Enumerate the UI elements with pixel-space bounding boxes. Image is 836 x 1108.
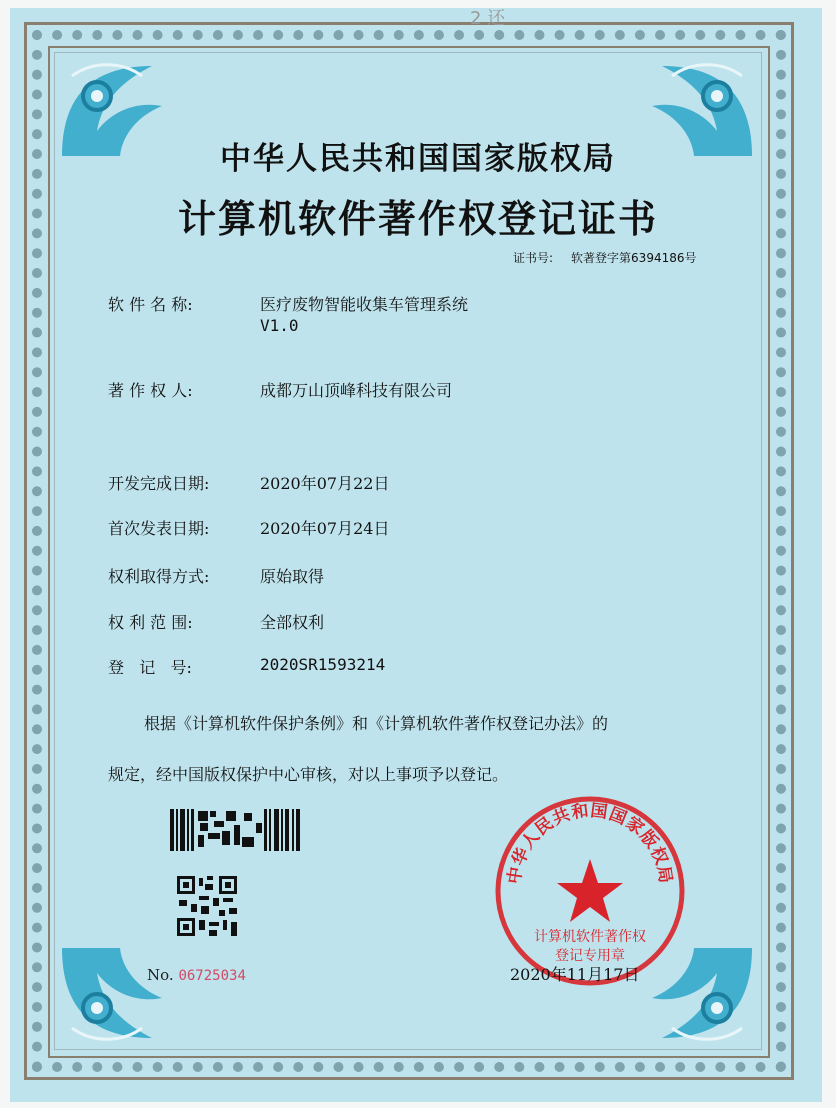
seal-outer-text: 中华人民共和国国家版权局 (504, 800, 676, 886)
handwritten-mark: 2 还 (470, 8, 506, 29)
field-reg-no (108, 655, 386, 678)
certificate-title: 计算机软件著作权登记证书 (177, 196, 658, 241)
dev-date-value: 2020年07月22日 (260, 474, 390, 493)
serial-number (147, 966, 246, 984)
dev-date-label: 开发完成日期: (108, 474, 210, 493)
software-version: V1.0 (260, 316, 299, 335)
issuer-title: 中华人民共和国国家版权局 (220, 141, 616, 177)
software-name-label: 软 件 名 称: (108, 295, 193, 314)
corner-ornament-bottom-left (52, 938, 202, 1048)
official-seal (492, 793, 688, 989)
field-acquire-method (108, 564, 325, 587)
reg-no-label: 登 记 号: (108, 658, 192, 677)
acquire-label: 权利取得方式: (108, 567, 210, 586)
issue-date: 2020年11月17日 (510, 965, 640, 984)
field-software-name (108, 292, 469, 335)
field-scope (108, 610, 325, 633)
acquire-value: 原始取得 (260, 567, 325, 586)
cert-no-label: 证书号: (513, 251, 554, 265)
statement-line-1: 根据《计算机软件保护条例》和《计算机软件著作权登记办法》的 (144, 714, 609, 733)
qr-code (177, 876, 237, 936)
scope-label: 权 利 范 围: (108, 613, 193, 632)
barcode (170, 809, 300, 851)
seal-inner-line-2: 登记专用章 (555, 948, 625, 964)
seal-inner-line-1: 计算机软件著作权 (534, 929, 646, 945)
reg-no-value: 2020SR1593214 (260, 655, 386, 674)
field-owner (108, 378, 453, 401)
pub-date-label: 首次发表日期: (108, 519, 210, 538)
owner-value: 成都万山顶峰科技有限公司 (260, 381, 453, 400)
owner-label: 著 作 权 人: (108, 381, 193, 400)
certificate-number (513, 249, 697, 266)
serial-label: No. (147, 966, 174, 984)
statement-line-2: 规定，经中国版权保护中心审核，对以上事项予以登记。 (108, 765, 509, 784)
scope-value: 全部权利 (260, 613, 325, 632)
pub-date-value: 2020年07月24日 (260, 519, 390, 538)
software-name-value: 医疗废物智能收集车管理系统 (260, 295, 469, 314)
field-pub-date (108, 516, 390, 539)
serial-value: 06725034 (178, 968, 246, 984)
field-dev-date (108, 471, 390, 494)
cert-no-value: 软著登字第6394186号 (571, 251, 697, 265)
